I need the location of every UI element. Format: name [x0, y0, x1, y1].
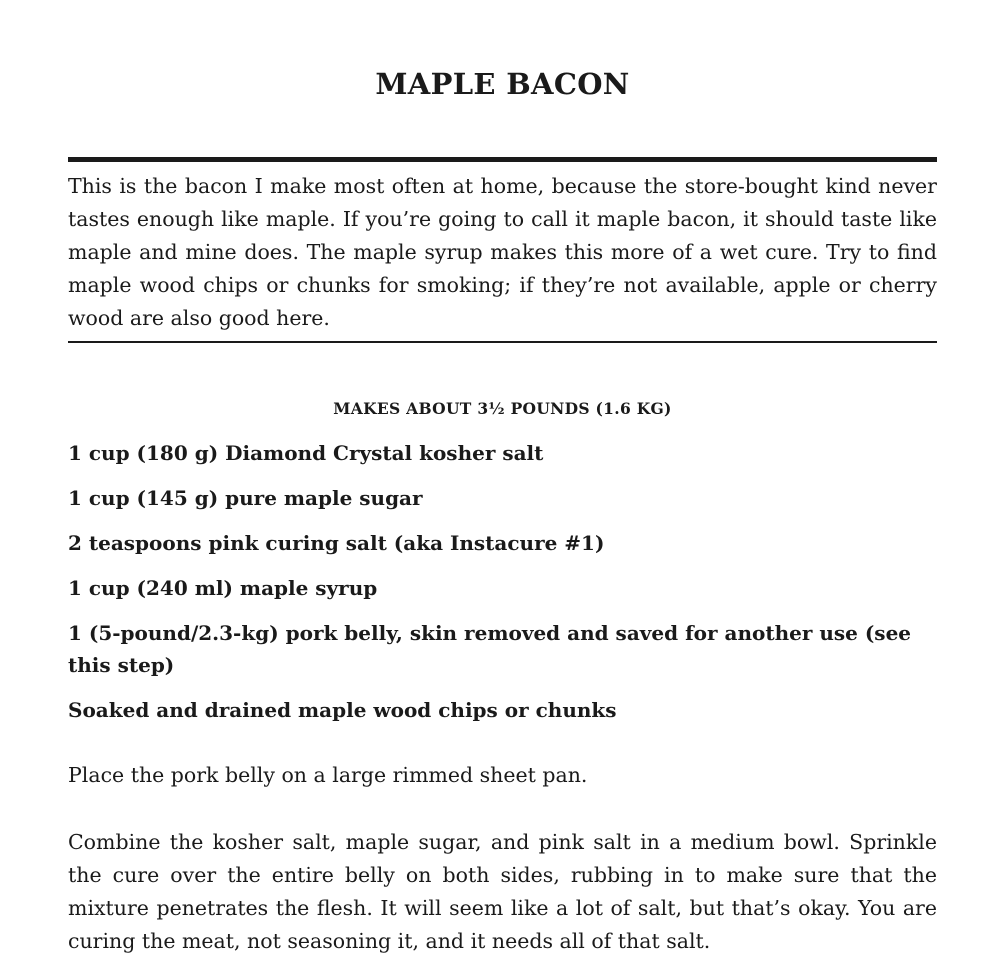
ingredient-item: 1 cup (240 ml) maple syrup — [68, 576, 378, 600]
ingredient-item: Soaked and drained maple wood chips or chunks — [68, 698, 617, 722]
recipe-intro: This is the bacon I make most often at home, because the store-bought kind never tastes enough like maple. If you’re going to call it maple bacon, it should taste like maple and mine does. The maple syrup makes this more of a wet cure. Try to find maple wood chips or chunks for smoking; if they’re not available, apple or cherry wood are also good here. — [68, 174, 937, 330]
ingredient-item: 2 teaspoons pink curing salt (aka Instacure #1) — [68, 531, 605, 555]
ingredient-item: 1 cup (180 g) Diamond Crystal kosher salt — [68, 441, 544, 465]
recipe-page — [68, 0, 937, 958]
ingredient-list — [68, 437, 937, 726]
ingredient-item: 1 cup (145 g) pure maple sugar — [68, 486, 423, 510]
thick-divider — [68, 157, 937, 162]
method-step: Place the pork belly on a large rimmed sheet pan. — [68, 763, 588, 787]
ingredient-item: 1 (5-pound/2.3-kg) pork belly, skin removed and saved for another use (see this step) — [68, 621, 912, 677]
recipe-title: MAPLE BACON — [375, 67, 630, 101]
thin-divider — [68, 341, 937, 343]
recipe-yield: MAKES ABOUT 3½ POUNDS (1.6 KG) — [333, 399, 672, 418]
method-step: Combine the kosher salt, maple sugar, and pink salt in a medium bowl. Sprinkle the cure over the entire belly on both sides, rubbing in to make sure that the mixture penetrates the flesh. It will seem like a lot of salt, but that’s okay. You are curing the meat, not seasoning it, and it needs all of that salt. — [68, 830, 937, 953]
